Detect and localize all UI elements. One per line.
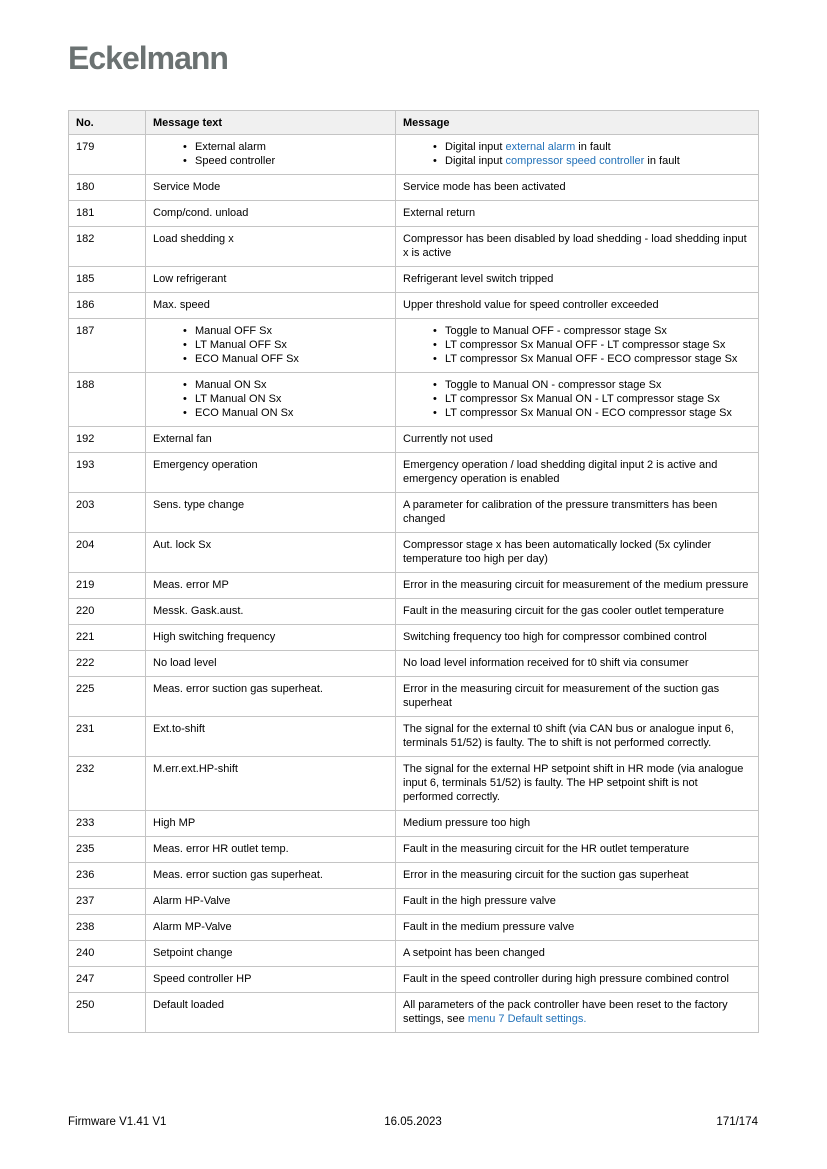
table-row [69, 427, 759, 453]
cell-paragraph [153, 868, 387, 882]
cell-message [396, 201, 759, 227]
text-segment: Service Mode [153, 181, 221, 193]
cell-no: 222 [69, 651, 146, 677]
table-row [69, 677, 759, 717]
cell-no: 250 [69, 993, 146, 1033]
cell-no: 192 [69, 427, 146, 453]
cell-message [396, 453, 759, 493]
text-segment: Ext.to-shift [153, 723, 205, 735]
cell-message-text [146, 677, 396, 717]
text-segment: Meas. error suction gas superheat. [153, 869, 323, 881]
cell-no: 233 [69, 811, 146, 837]
cell-message [396, 915, 759, 941]
cell-message [396, 889, 759, 915]
cell-no: 237 [69, 889, 146, 915]
text-segment: Speed controller HP [153, 973, 252, 985]
bullet-item [433, 406, 750, 420]
table-row [69, 201, 759, 227]
cell-paragraph [403, 604, 750, 618]
cell-paragraph [403, 894, 750, 908]
table-row [69, 889, 759, 915]
cell-message [396, 717, 759, 757]
cell-message-text [146, 625, 396, 651]
cell-message-text [146, 757, 396, 811]
bullet-list [153, 378, 387, 420]
bullet-item [183, 352, 387, 366]
text-segment: Alarm MP-Valve [153, 921, 232, 933]
cell-paragraph [403, 432, 750, 446]
cell-paragraph [403, 682, 750, 710]
text-segment: Setpoint change [153, 947, 233, 959]
cell-no: 187 [69, 319, 146, 373]
cell-message-text [146, 267, 396, 293]
table-row [69, 915, 759, 941]
cell-paragraph [403, 630, 750, 644]
table-row [69, 227, 759, 267]
table-row [69, 293, 759, 319]
cell-message-text [146, 941, 396, 967]
table-row [69, 493, 759, 533]
page-footer [68, 1116, 758, 1132]
text-segment: Error in the measuring circuit for the suction gas superheat [403, 869, 689, 881]
cell-message [396, 837, 759, 863]
cell-message-text [146, 533, 396, 573]
cell-message [396, 651, 759, 677]
cell-message [396, 625, 759, 651]
text-segment: High switching frequency [153, 631, 276, 643]
text-segment: Medium pressure too high [403, 817, 531, 829]
cell-paragraph [403, 722, 750, 750]
text-segment: Emergency operation / load shedding digital input 2 is active and emergency operation is enabled [403, 459, 718, 485]
text-segment: Aut. lock Sx [153, 539, 212, 551]
text-segment: Fault in the speed controller during high pressure combined control [403, 973, 729, 985]
cell-message-text [146, 967, 396, 993]
cell-paragraph [403, 868, 750, 882]
cell-paragraph [403, 538, 750, 566]
text-segment: A parameter for calibration of the pressure transmitters has been changed [403, 499, 718, 525]
text-segment: Sens. type change [153, 499, 245, 511]
cell-paragraph [153, 432, 387, 446]
bullet-item [433, 352, 750, 366]
text-segment: Meas. error HR outlet temp. [153, 843, 289, 855]
text-segment: LT compressor Sx Manual ON - LT compressor stage Sx [445, 393, 720, 405]
cell-paragraph [153, 604, 387, 618]
cell-no: 204 [69, 533, 146, 573]
cell-message-text [146, 599, 396, 625]
cell-message [396, 863, 759, 889]
cell-no: 193 [69, 453, 146, 493]
text-segment: Low refrigerant [153, 273, 227, 285]
cell-message-text [146, 373, 396, 427]
cell-no: 203 [69, 493, 146, 533]
cell-message [396, 573, 759, 599]
cell-no: 232 [69, 757, 146, 811]
table-row [69, 267, 759, 293]
text-segment: Error in the measuring circuit for measurement of the suction gas superheat [403, 683, 720, 709]
cell-paragraph [153, 842, 387, 856]
text-segment: Service mode has been activated [403, 181, 566, 193]
inline-link[interactable]: compressor speed controller [505, 155, 645, 167]
cell-paragraph [403, 972, 750, 986]
cell-paragraph [403, 946, 750, 960]
cell-paragraph [403, 180, 750, 194]
col-header-no: No. [69, 111, 146, 135]
cell-no: 188 [69, 373, 146, 427]
cell-no: 182 [69, 227, 146, 267]
bullet-list [153, 140, 387, 168]
cell-paragraph [153, 920, 387, 934]
bullet-item [433, 154, 750, 168]
cell-message-text [146, 811, 396, 837]
text-segment: Compressor has been disabled by load shedding - load shedding input x is active [403, 233, 747, 259]
cell-paragraph [153, 946, 387, 960]
cell-message-text [146, 319, 396, 373]
cell-message [396, 941, 759, 967]
text-segment: Meas. error MP [153, 579, 229, 591]
cell-message [396, 319, 759, 373]
cell-no: 180 [69, 175, 146, 201]
text-segment: The signal for the external HP setpoint shift in HR mode (via analogue input 6, terminals 51/52) is faulty. The HP setpoint shift is not performed correctly. [403, 763, 744, 803]
cell-message [396, 677, 759, 717]
bullet-item [433, 378, 750, 392]
cell-no: 240 [69, 941, 146, 967]
text-segment: Emergency operation [153, 459, 258, 471]
table-row [69, 941, 759, 967]
text-segment: Error in the measuring circuit for measurement of the medium pressure [403, 579, 749, 591]
text-segment: LT Manual ON Sx [195, 393, 282, 405]
cell-paragraph [403, 816, 750, 830]
text-segment: LT Manual OFF Sx [195, 339, 287, 351]
cell-no: 181 [69, 201, 146, 227]
cell-message [396, 811, 759, 837]
cell-paragraph [403, 920, 750, 934]
cell-paragraph [153, 232, 387, 246]
cell-message-text [146, 993, 396, 1033]
cell-message [396, 293, 759, 319]
cell-message [396, 493, 759, 533]
cell-paragraph [153, 206, 387, 220]
cell-paragraph [403, 998, 750, 1026]
text-segment: No load level information received for t0 shift via consumer [403, 657, 689, 669]
inline-link[interactable]: external alarm [505, 141, 576, 153]
cell-paragraph [403, 272, 750, 286]
cell-message-text [146, 453, 396, 493]
col-header-message: Message [396, 111, 759, 135]
inline-link[interactable]: menu 7 Default settings. [467, 1013, 587, 1025]
cell-message-text [146, 201, 396, 227]
table-row [69, 651, 759, 677]
footer-date: 16.05.2023 [384, 1116, 442, 1128]
text-segment: Toggle to Manual ON - compressor stage Sx [445, 379, 662, 391]
cell-paragraph [403, 498, 750, 526]
text-segment: Toggle to Manual OFF - compressor stage Sx [445, 325, 667, 337]
text-segment: The signal for the external t0 shift (via CAN bus or analogue input 6, terminals 51/52) is faulty. The to shift is not performed correctly. [403, 723, 734, 749]
cell-paragraph [403, 762, 750, 804]
cell-message-text [146, 889, 396, 915]
cell-paragraph [403, 578, 750, 592]
cell-message [396, 227, 759, 267]
cell-paragraph [153, 762, 387, 776]
text-segment: External return [403, 207, 476, 219]
text-segment: Digital input [445, 155, 506, 167]
cell-no: 185 [69, 267, 146, 293]
bullet-item [183, 324, 387, 338]
text-segment: Manual OFF Sx [195, 325, 273, 337]
cell-paragraph [403, 458, 750, 486]
bullet-item [183, 154, 387, 168]
text-segment: Fault in the medium pressure valve [403, 921, 575, 933]
cell-message-text [146, 651, 396, 677]
cell-no: 179 [69, 135, 146, 175]
text-segment: A setpoint has been changed [403, 947, 545, 959]
cell-paragraph [403, 656, 750, 670]
text-segment: No load level [153, 657, 217, 669]
text-segment: LT compressor Sx Manual ON - ECO compressor stage Sx [445, 407, 732, 419]
text-segment: Alarm HP-Valve [153, 895, 231, 907]
cell-paragraph [403, 206, 750, 220]
cell-paragraph [153, 998, 387, 1012]
cell-message-text [146, 915, 396, 941]
text-segment: Max. speed [153, 299, 210, 311]
cell-no: 235 [69, 837, 146, 863]
cell-paragraph [153, 682, 387, 696]
cell-no: 220 [69, 599, 146, 625]
cell-paragraph [153, 578, 387, 592]
text-segment: M.err.ext.HP-shift [153, 763, 238, 775]
cell-message-text [146, 837, 396, 863]
text-segment: LT compressor Sx Manual OFF - ECO compressor stage Sx [445, 353, 738, 365]
cell-no: 247 [69, 967, 146, 993]
message-table [68, 110, 759, 1033]
table-row [69, 717, 759, 757]
text-segment: All parameters of the pack controller have been reset to the factory settings, see [403, 999, 728, 1025]
text-segment: Fault in the measuring circuit for the HR outlet temperature [403, 843, 690, 855]
cell-paragraph [153, 630, 387, 644]
table-row [69, 319, 759, 373]
cell-no: 225 [69, 677, 146, 717]
table-row [69, 837, 759, 863]
cell-message [396, 175, 759, 201]
cell-message-text [146, 427, 396, 453]
cell-message-text [146, 135, 396, 175]
cell-message [396, 427, 759, 453]
bullet-item [183, 392, 387, 406]
table-row [69, 135, 759, 175]
table-row [69, 625, 759, 651]
cell-paragraph [153, 894, 387, 908]
cell-no: 236 [69, 863, 146, 889]
cell-message-text [146, 573, 396, 599]
table-row [69, 757, 759, 811]
text-segment: Currently not used [403, 433, 493, 445]
footer-page-number: 171/174 [716, 1116, 758, 1128]
cell-message-text [146, 493, 396, 533]
cell-message [396, 533, 759, 573]
bullet-item [433, 140, 750, 154]
cell-message [396, 967, 759, 993]
table-row [69, 175, 759, 201]
cell-paragraph [153, 722, 387, 736]
cell-paragraph [153, 298, 387, 312]
text-segment: Fault in the high pressure valve [403, 895, 556, 907]
bullet-item [183, 140, 387, 154]
text-segment: Upper threshold value for speed controller exceeded [403, 299, 659, 311]
cell-paragraph [153, 272, 387, 286]
text-segment: Load shedding x [153, 233, 234, 245]
cell-no: 186 [69, 293, 146, 319]
cell-message [396, 757, 759, 811]
text-segment: Refrigerant level switch tripped [403, 273, 554, 285]
cell-paragraph [153, 816, 387, 830]
bullet-item [433, 324, 750, 338]
text-segment: External fan [153, 433, 212, 445]
text-segment: Messk. Gask.aust. [153, 605, 244, 617]
table-row [69, 453, 759, 493]
bullet-list [403, 324, 750, 366]
text-segment: in fault [575, 141, 611, 153]
cell-paragraph [153, 972, 387, 986]
cell-message-text [146, 227, 396, 267]
text-segment: Switching frequency too high for compressor combined control [403, 631, 707, 643]
text-segment: ECO Manual ON Sx [195, 407, 294, 419]
text-segment: Digital input [445, 141, 506, 153]
table-row [69, 533, 759, 573]
cell-no: 238 [69, 915, 146, 941]
cell-message [396, 993, 759, 1033]
cell-message [396, 267, 759, 293]
col-header-message-text: Message text [146, 111, 396, 135]
cell-paragraph [153, 656, 387, 670]
table-row [69, 373, 759, 427]
cell-message-text [146, 175, 396, 201]
cell-message-text [146, 863, 396, 889]
cell-message-text [146, 293, 396, 319]
text-segment: LT compressor Sx Manual OFF - LT compressor stage Sx [445, 339, 726, 351]
text-segment: Comp/cond. unload [153, 207, 249, 219]
cell-message-text [146, 717, 396, 757]
bullet-item [433, 338, 750, 352]
cell-paragraph [153, 458, 387, 472]
cell-message [396, 599, 759, 625]
bullet-list [403, 140, 750, 168]
bullet-list [403, 378, 750, 420]
table-header-row [69, 111, 759, 135]
cell-paragraph [153, 498, 387, 512]
text-segment: Meas. error suction gas superheat. [153, 683, 323, 695]
cell-paragraph [403, 842, 750, 856]
text-segment: in fault [644, 155, 680, 167]
text-segment: Default loaded [153, 999, 224, 1011]
bullet-item [183, 378, 387, 392]
cell-message [396, 373, 759, 427]
text-segment: Compressor stage x has been automatically locked (5x cylinder temperature too high per day) [403, 539, 712, 565]
text-segment: External alarm [195, 141, 266, 153]
bullet-item [183, 338, 387, 352]
cell-message [396, 135, 759, 175]
table-row [69, 993, 759, 1033]
table-row [69, 811, 759, 837]
company-logo: Eckelmann [68, 40, 228, 76]
footer-firmware-version: Firmware V1.41 V1 [68, 1116, 167, 1128]
text-segment: ECO Manual OFF Sx [195, 353, 299, 365]
bullet-list [153, 324, 387, 366]
table-row [69, 863, 759, 889]
cell-no: 219 [69, 573, 146, 599]
table-row [69, 967, 759, 993]
text-segment: Manual ON Sx [195, 379, 267, 391]
cell-paragraph [153, 180, 387, 194]
cell-paragraph [403, 232, 750, 260]
table-row [69, 573, 759, 599]
bullet-item [183, 406, 387, 420]
text-segment: High MP [153, 817, 196, 829]
cell-paragraph [153, 538, 387, 552]
cell-no: 221 [69, 625, 146, 651]
cell-paragraph [403, 298, 750, 312]
cell-no: 231 [69, 717, 146, 757]
text-segment: Fault in the measuring circuit for the gas cooler outlet temperature [403, 605, 724, 617]
table-row [69, 599, 759, 625]
text-segment: Speed controller [195, 155, 276, 167]
bullet-item [433, 392, 750, 406]
